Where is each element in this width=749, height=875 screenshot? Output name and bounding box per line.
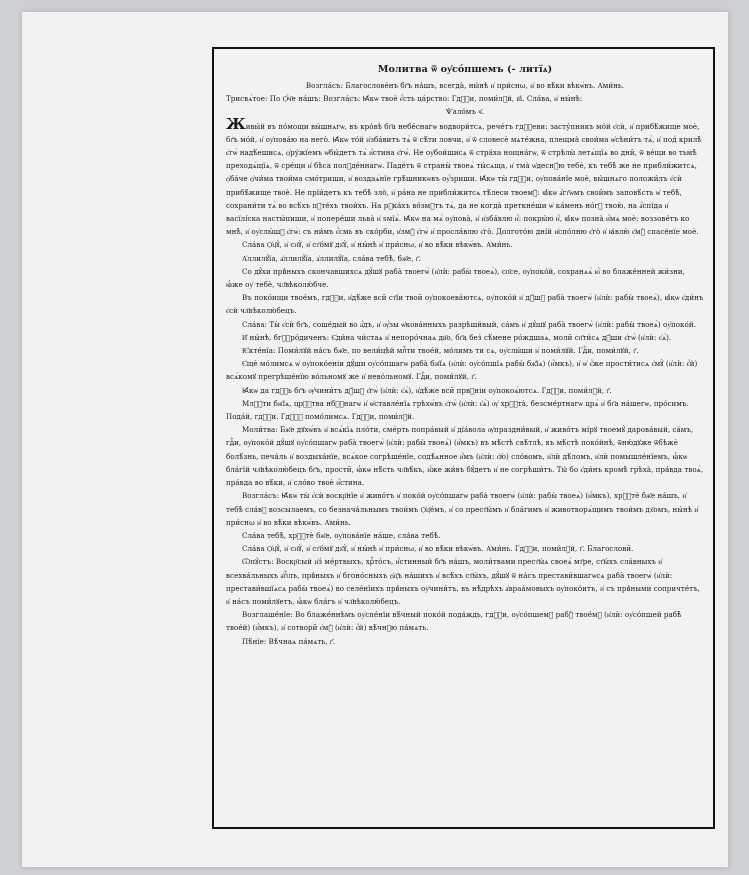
ektenia-3: Ꙗ҆́кѡ да гдⷭ҇ь бг҃ъ ѹ҆чини́тъ дꙋ́шꙋ є҆гѡ̀ (и҆лѝ: є҆ѧ̀), и҆дѣ́же вси̑ првⷣніи оу҆покоѧ́ютсѧ. Гдⷭ҇и, поми́лꙋй, г҃.	[242, 385, 612, 395]
slava-tebe-line: Сла́ва тебѣ̀, хрⷭ҇тѐ бж҃е, оу҆пова́нїе на́ше, сла́ва тебѣ̀.	[242, 530, 441, 540]
eternal-memory-line: Пѣ́нїе: Вѣ́чнаѧ па́мѧть, г҃.	[242, 636, 336, 646]
psalm-heading: Ѱало́мъ ч҃.	[445, 107, 485, 117]
troparion-4: И҆ ны́нѣ, бгⷪ҇ро́диченъ: Є҆ди́на чи́стаѧ и҆ непоро́чнаѧ дв҃о, бг҃а без̾ сѣ́мене ро́ждшаѧ, моли̑ сп҃ти́сѧ дꙋ́ши є҆гѡ̀ (и҆лѝ: є҆ѧ̀).	[242, 332, 672, 342]
ektenia-4: Млⷭ҇ти бж҃їѧ, црⷭ҇тва нбⷭ҇нагѡ и҆ ѡ҆ставле́нїѧ грѣхѡ́въ є҆гѡ̀ (и҆лѝ: є҆ѧ̀) ѹ҆ хрⷭ҇та̀, безсме́ртнагѡ црѧ̀ и҆ бг҃а на́шегѡ, про́симъ. Пода́й, гдⷭ҇и. Гдⷭ҇ꙋ помо́лимсѧ. Гдⷭ҇и, поми́лꙋй.	[226, 398, 689, 422]
slava-second-line: Сла́ва Ѻ҆ц҃ꙋ̀, и҆ сн҃ꙋ̀, и҆ ст҃о́мꙋ дх҃ꙋ̀, и҆ ны́нѣ и҆ при́снω, и҆ во вѣ́ки вѣкѡ́въ. А҆ми́нь. Гдⷭ҇и, поми́лꙋй, г҃. Благослови̑.	[242, 544, 634, 554]
prayer-paragraph: Моли́тва: Бж҃е дꙋхѡ́въ и҆ всѧ́кїѧ пло́ти, сме́рть попра́вый и҆ дїа́вола ѹ҆праздни́вый, и҆ живо́тъ мі́рꙋ твоемꙋ̀ дарова́вый, са́мъ, гдⷭ҇и, оу҆поко́й дꙋ́шꙋ оу҆со́пшагѡ раба̀ твоегѡ̀ (и҆лѝ: рабы̀ твоеѧ̀) (и҆́мкъ) въ мѣ́стѣ свѣ́тлѣ, въ мѣ́стѣ поко́йнѣ, ѿню́дꙋже ѿбѣжѐ болѣ́знь, печа́ль и҆ воздыха́нїе, всѧ́кое согрѣше́нїе, содѣ́ѧнное и҆́мъ (и҆лѝ: є҆ю̀) сло́вомъ, и҆лѝ дѣ́ломъ, и҆лѝ помышле́нїемъ, ꙗ҆́кѡ бла́гїй чл҃вѣколю́бецъ бг҃ъ, прости̑, ꙗ҆́кѡ нѣ́сть чл҃вѣ́къ, и҆́же жи́въ бꙋ́детъ и҆ не согрѣши́тъ. Ты́ бо є҆ди́нъ кромѣ̀ грѣха̀, пра́вда твоѧ̀, пра́вда во вѣ́ки, и҆ сло́во твоѐ и҆́стина.	[226, 425, 704, 488]
psalm-paragraph	[226, 114, 704, 239]
dismissal-paragraph: Ѿпꙋ́стъ: Воскр҃сый и҆з̾ ме́ртвыхъ, хрⷭ҇то́съ, и҆́стинный бг҃ъ на́шъ, моли́твами прест҃ы́ѧ своеѧ̀ мт҃ре, ст҃ы́хъ сла́вныхъ и҆ всехва́льныхъ а҆пⷭ҇лъ, првⷣныхъ и҆ бгоно́сныхъ ѻ҆ц҃ъ на́шихъ и҆ всѣ́хъ ст҃ы́хъ, дꙋ́шꙋ ѿ на́съ престави́вшагѡсѧ раба̀ твоегѡ̀ (и҆лѝ: престави́вшїѧсѧ рабы̀ твоеѧ̀) во селе́нїихъ првⷣныхъ оу҆чини́тъ, въ нѣ́дрѣхъ а҆враа́мовыхъ оу҆поко́итъ, и҆ съ првⷣными сопричте́тъ, и҆ на́съ поми́лꙋетъ, ꙗ҆́кѡ бла́гъ и҆ чл҃вѣколю́бецъ.	[226, 557, 700, 606]
troparion-3: Сла́ва: Ты̀ є҆сѝ бг҃ъ, соше́дый во а҆́дъ, и҆ ѹ҆́зы ѡ҆кова́нныхъ разрѣши́вый, са́мъ и҆ дꙋ́шꙋ раба̀ твоегѡ̀ (и҆лѝ: рабы̀ твоеѧ̀) оу҆поко́й.	[242, 319, 696, 329]
vozglas-opening: Возгла́съ: Благослове́нъ бг҃ъ на́шъ, всегда̀, ны́нѣ и҆ при́снω, и҆ во вѣ́ки вѣкѡ́въ. А҆ми́нь.	[305, 81, 625, 90]
ektenia-1: Ѥ҆кте́нїа: Поми́лꙋй на́съ бж҃е, по вели́цѣй млⷭ҇ти твое́й, мо́лимъ ти сѧ, оу҆слы́ши и҆ поми́лꙋй. Гдⷭ҇и, поми́лꙋй, г҃.	[242, 346, 639, 356]
slava-line: Сла́ва Ѻ҆ц҃ꙋ̀, и҆ сн҃ꙋ̀, и҆ ст҃о́мꙋ дх҃ꙋ̀, и҆ ны́нѣ и҆ при́снω, и҆ во вѣ́ки вѣкѡ́въ. А҆ми́нь.	[242, 240, 513, 250]
document-body	[226, 57, 704, 648]
ektenia-2: Є҆щѐ мо́лимсѧ ѡ҆ оу҆поко́еніи дꙋ́ши оу҆со́пшагѡ раба̀ бж҃їѧ (и҆лѝ: оу҆со́пшїѧ рабы̀ бж҃їѧ) (и҆́мкъ), и҆ ѡ҆ є҆́же прости́тисѧ є҆мꙋ̀ (и҆лѝ: є҆́й) всѧ́комꙋ прегрѣше́нїю во́льномꙋ же и҆ нево́льномꙋ. Гдⷭ҇и, поми́лꙋй, г҃.	[226, 359, 698, 382]
memory-proclamation: Возглаше́нїе: Во блаже́ннѣмъ оу҆спе́нїи вѣ́чный поко́й пода́ждь, гдⷭ҇и, оу҆со́пшемꙋ рабꙋ̀ твое́мꙋ (и҆лѝ: оу҆со́пшей рабѣ̀ твое́й) (и҆́мкъ), и҆ сотвори̑ є҆мꙋ̀ (и҆лѝ: є҆́й) вѣ́чнꙋю па́мѧть.	[226, 610, 682, 633]
alleluia-line: А҆ллилꙋ́їа, а҆ллилꙋ́їа, а҆ллилꙋ́їа, сла́ва тебѣ̀, бж҃е, г҃.	[242, 253, 422, 263]
vozglas-closing: Возгла́съ: Ꙗ҆́кѡ ты̀ є҆сѝ воскр҃нїе и҆ живо́тъ и҆ поко́й оу҆со́пшагѡ раба̀ твоегѡ̀ (и҆лѝ: рабы̀ твоеѧ̀) (и҆́мкъ), хрⷭ҇тѐ бж҃е на́шъ, и҆ тебѣ̀ сла́вꙋ возсылаемъ, со безнача́льнымъ твои́мъ Ѻ҆ц҃е́мъ, и҆ со прест҃ы́мъ и҆ бла́гимъ и҆ животворѧ́щимъ твои́мъ дх҃омъ, ны́нѣ и҆ при́снω и҆ во вѣ́ки вѣкѡ́въ. А҆ми́нь.	[226, 491, 699, 527]
troparion-2: Въ поко́ищи твое́мъ, гдⷭ҇и, и҆дѣ́же вси̑ ст҃і́и твои̑ оу҆покоева́ютсѧ, оу҆поко́й и҆ дꙋ́шꙋ раба̀ твоегѡ̀ (и҆лѝ: рабы̀ твоеѧ̀), ꙗ҆́кѡ є҆ди́нъ є҆сѝ чл҃вѣколю́бецъ.	[226, 293, 704, 316]
document-title: Молитва ѿ оу҆со́пшемъ (- литїѧ)	[377, 64, 553, 75]
troparion-1: Со дꙋ́хи првⷣныхъ скончавшихсѧ дꙋ́шꙋ раба̀ твоегѡ̀ (и҆лѝ: рабы̀ твоеѧ̀), сп҃се, оу҆поко́й, сохранѧѧ̀ ю҆̀ во блаже́нней жи́зни, ꙗ҆́же оу҆ тебѐ, чл҃вѣколю́бче.	[226, 266, 685, 290]
psalm-text: ивы́й въ по́мощи вы́шнѧгѡ, въ кро́вѣ бг҃а небе́снагѡ водвори́тсѧ, рече́тъ гдⷭ҇еви: засту́пникъ мо́й є҆сѝ, и҆ прибѣ́жище моѐ, бг҃ъ мо́й, и҆ оу҆пова́ю на него̀. Ꙗ҆́кѡ то́й и҆зба́витъ тѧ̀ ѿ сѣ́ти ловчи, и҆ ѿ словесѐ мѧте́жна, плещма̀ свои́ма ѡ҆сѣни́тъ тѧ̀, и҆ под̾ крилѣ̀ є҆гѡ̀ надѣ́ешисѧ, ѻ҆ру́жїемъ ѡ҆бы́детъ тѧ̀ и҆́стина є҆гѡ̀. Не оу҆бои́шисѧ ѿ стра́ха нощна́гѡ, ѿ стрѣлы̀ летѧ́щїѧ во дни̑, ѿ ве́щи во тьмѣ̀ преходѧ́щїѧ, ѿ сре́щи и҆ бѣса полꙋде́ннагѡ. Паде́тъ ѿ страны̀ твоеѧ̀ ты́сѧща, и҆ тма̀ ѡ҆деснꙋ́ю тебѐ, къ тебѣ̀ же не прибли́житсѧ, ѻ҆ба́че ѻ҆чи́ма твои́ма смо́триши, и҆ воздаѧ́нїе грѣ́шникѡвъ оу҆́зриши. Ꙗ҆́кѡ ты̀ гдⷭ҇и, оу҆пова́нїе моѐ, вы́шнѧго положи́лъ є҆сѝ прибѣ́жище твоѐ. Не прїи́детъ къ тебѣ̀ зло̀, и҆ ра́на не прибли́житсѧ тѣ́леси твоемꙋ̀: ꙗ҆́кѡ а҆́гг҃ѡмъ свои̑мъ заповѣ́сть ѡ҆ тебѣ̀, сохрани́ти тѧ̀ во всѣ́хъ пꙋте́хъ твои́хъ. На рꙋка́хъ во́змꙋтъ тѧ̀, да не когда̀ преткне́ши ѡ҆ ка́мень но́гꙋ твою̀, на а҆́спїда и҆ васїлі́ска насты́пиши, и҆ попере́ши льва̀ и҆ ѕмїѧ̀. Ꙗ҆́кѡ на мѧ̀ оу҆пова̀, и҆ и҆зба́влю и҆̀: покры́ю и҆̀, ꙗ҆́кѡ позна̀ и҆́мѧ моѐ: воззове́тъ ко мнѣ̀, и҆ оу҆слы́шꙋ є҆гѡ̀: съ ни́мъ є҆́смь въ ско́рби, и҆змꙋ̀ є҆гѡ̀ и҆ просла́влю є҆го̀. Долгото́ю дні́й и҆спо́лню є҆го̀ и҆ ꙗ҆влю̀ є҆мꙋ̀ спасе́нїе моѐ.	[226, 121, 702, 237]
psalm-dropcap: Ж	[226, 114, 246, 133]
trisagion-line: Трисвѧ́тое: По Ѻ҆́ч҃е на́шъ: Возгла́съ: Ꙗ҆́кѡ твоѐ є҆́сть ца́рство: Гдⷭ҇и, поми́лꙋй, в҃і. Сла́ва, и҆ ны́нѣ:	[226, 94, 583, 104]
